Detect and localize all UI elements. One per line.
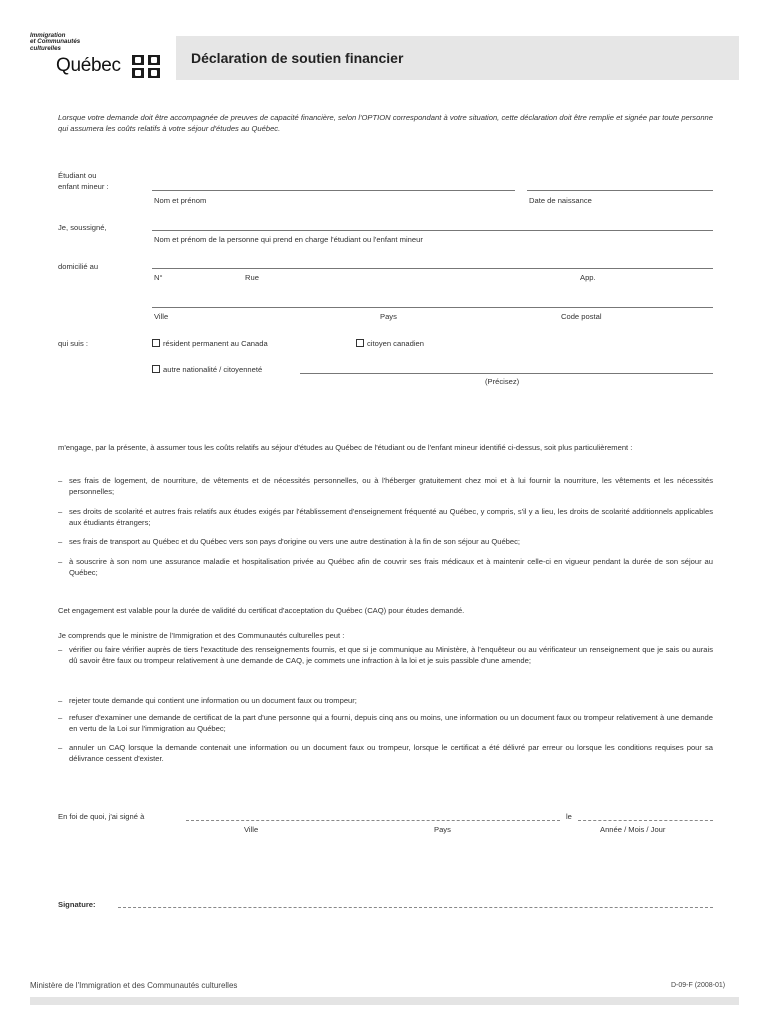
signed-at-label: En foi de quoi, j'ai signé à <box>58 812 145 821</box>
signature-label: Signature: <box>58 900 96 909</box>
page-title: Déclaration de soutien financier <box>191 50 404 66</box>
list-item: – vérifier ou faire vérifier auprès de tiers l'exactitude des renseignements fournis, et que si je communique au Ministère, à l'enquêteur ou au vérificateur un renseignement que je sais ou aurais dû savoir être faux ou trompeur relativement à une demande de CAQ, je commets une infraction à la loi et je suis passible d'une amende; <box>58 645 713 665</box>
intro-text: Lorsque votre demande doit être accompagnée de preuves de capacité financière, selon l'OPTION correspondant à votre situation, cette déclaration doit être remplie et signée par toute personne qui assumera les coûts relatifs à votre séjour d'études au Québec. <box>58 113 713 133</box>
street-caption: Rue <box>245 273 259 282</box>
logo-line-3: culturelles <box>30 44 61 52</box>
other-nationality-checkbox[interactable] <box>152 365 160 373</box>
birth-date-field[interactable] <box>527 190 713 191</box>
country-caption: Pays <box>380 312 397 321</box>
name-caption: Nom et prénom <box>154 196 207 205</box>
citizen-checkbox[interactable] <box>356 339 364 347</box>
footer-ministry: Ministère de l'Immigration et des Communautés culturelles <box>30 981 238 990</box>
sponsor-name-field[interactable] <box>152 230 713 231</box>
list-item: – refuser d'examiner une demande de certificat de la part d'une personne qui a fourni, depuis cinq ans ou moins, une information ou un document faux ou trompeur relativement à une demande en vertu de la Loi sur l'immigration au Québec; <box>58 713 713 733</box>
le-label: le <box>566 812 572 821</box>
footer-bar <box>30 997 739 1005</box>
form-code: D-09-F (2008-01) <box>671 982 726 989</box>
city-caption: Ville <box>154 312 169 321</box>
city-country-field[interactable] <box>152 307 713 308</box>
sign-date-caption: Année / Mois / Jour <box>600 825 666 834</box>
signing-date-field[interactable] <box>578 820 713 821</box>
logo-line-2: et Communautés <box>30 38 81 46</box>
permanent-resident-checkbox[interactable] <box>152 339 160 347</box>
number-caption: N° <box>154 273 163 282</box>
status-label: qui suis : <box>58 339 88 348</box>
address-line-field[interactable] <box>152 268 713 269</box>
specify-nationality-field[interactable] <box>300 373 713 374</box>
specify-caption: (Précisez) <box>485 377 520 386</box>
title-banner <box>176 36 739 80</box>
logo-quebec-text: Québec <box>56 55 121 76</box>
list-item: – annuler un CAQ lorsque la demande contenait une information ou un document faux ou trompeur, lorsque le certificat a été délivré par erreur ou lorsque les conditions requises pour sa délivrance cessent d'exister. <box>58 743 713 763</box>
other-nationality-option[interactable]: autre nationalité / citoyenneté <box>152 364 262 375</box>
domicile-label: domicilié au <box>58 262 99 271</box>
sign-city-caption: Ville <box>244 825 259 834</box>
postal-caption: Code postal <box>561 312 602 321</box>
signature-field[interactable] <box>118 907 713 908</box>
minister-lead: Je comprends que le ministre de l'Immigration et des Communautés culturelles peut : <box>58 631 345 640</box>
list-item: – ses frais de transport au Québec et du Québec vers son pays d'origine ou vers une autre destination à la fin de son séjour au Québec; <box>58 537 521 546</box>
sign-country-caption: Pays <box>434 825 451 834</box>
permanent-resident-option[interactable]: résident permanent au Canada <box>152 338 268 349</box>
citizen-option[interactable]: citoyen canadien <box>356 338 424 349</box>
dob-caption: Date de naissance <box>529 196 592 205</box>
list-item: – rejeter toute demande qui contient une information ou un document faux ou trompeur; <box>58 696 357 705</box>
sponsor-caption: Nom et prénom de la personne qui prend en charge l'étudiant ou l'enfant mineur <box>154 235 423 244</box>
logo <box>30 33 180 83</box>
apt-caption: App. <box>580 273 596 282</box>
list-item: – à souscrire à son nom une assurance maladie et hospitalisation privée au Québec afin de couvrir ses frais médicaux et à maintenir celle-ci en vigueur pendant la durée de son séjour au Québec; <box>58 557 713 577</box>
commitment-lead: m'engage, par la présente, à assumer tous les coûts relatifs au séjour d'études au Québec de l'étudiant ou de l'enfant mineur identifié ci-dessus, soit plus particulièrement : <box>58 443 633 452</box>
list-item: – ses droits de scolarité et autres frais relatifs aux études exigés par l'établissement d'enseignement fréquenté au Québec, y compris, s'il y a lieu, les droits de scolarité additionnels applicables aux étudiants étrangers; <box>58 507 713 527</box>
student-name-field[interactable] <box>152 190 515 191</box>
list-item: – ses frais de logement, de nourriture, de vêtements et de nécessités personnelles, ou à l'héberger gratuitement chez moi et à lui fournir la nourriture, les vêtements et les nécessités personnelles; <box>58 476 713 496</box>
fleurdelise-flag-icon <box>132 55 160 78</box>
logo-line-1: Immigration <box>30 32 66 39</box>
validity-text: Cet engagement est valable pour la durée de validité du certificat d'acceptation du Québec (CAQ) pour études demandé. <box>58 606 465 615</box>
undersigned-label: Je, soussigné, <box>58 223 107 232</box>
student-label: Étudiant ou enfant mineur : <box>58 171 109 191</box>
signing-place-field[interactable] <box>186 820 560 821</box>
